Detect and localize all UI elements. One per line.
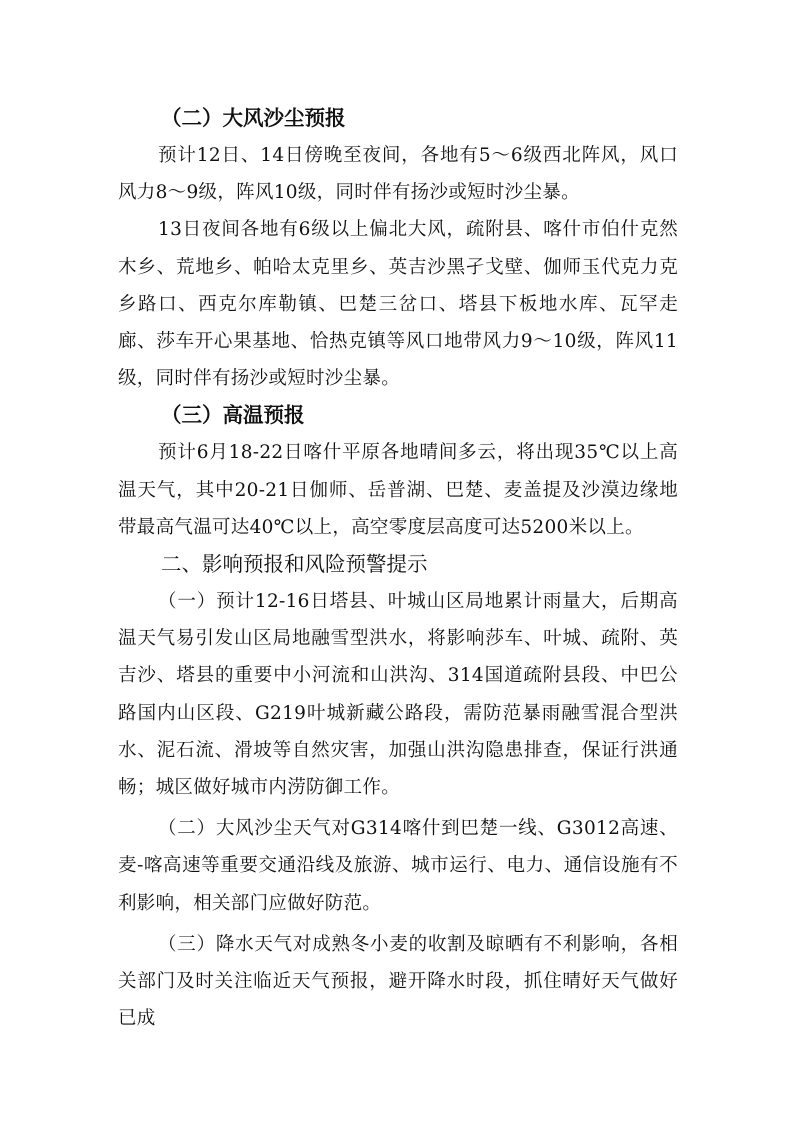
paragraph-wind-dust-forecast-2: 13日夜间各地有6级以上偏北大风，疏附县、喀什市伯什克然木乡、荒地乡、帕哈太克里乡、英吉沙黑孑戈壁、伽师玉代克力克乡路口、西克尔库勒镇、巴楚三岔口、塔县下板地水库、瓦罕走廊、莎车开心果基地、恰热克镇等风口地带风力9～10级，阵风11级，同时伴有扬沙或短时沙尘暴。 xyxy=(118,219,678,390)
paragraph-impact-2: （二）大风沙尘天气对G314喀什到巴楚一线、G3012高速、麦-喀高速等重要交通沿线及旅游、城市运行、电力、通信设施有不利影响，相关部门应做好防范。 xyxy=(118,818,678,914)
paragraph-high-temp-forecast: 预计6月18-22日喀什平原各地晴间多云，将出现35℃以上高温天气，其中20-21日伽师、岳普湖、巴楚、麦盖提及沙漠边缘地带最高气温可达40℃以上，高空零度层高度可达5200米以上。 xyxy=(118,442,678,538)
document-page xyxy=(118,100,678,1037)
section-heading-impact: 二、影响预报和风险预警提示 xyxy=(161,552,428,577)
section-heading-wind-dust: （二）大风沙尘预报 xyxy=(161,106,346,130)
paragraph-impact-1: （一）预计12-16日塔县、叶城山区局地累计雨量大，后期高温天气易引发山区局地融雪型洪水，将影响莎车、叶城、疏附、英吉沙、塔县的重要中小河流和山洪沟、314国道疏附县段、中巴公路国内山区段、G219叶城新藏公路段，需防范暴雨融雪混合型洪水、泥石流、滑坡等自然灾害，加强山洪沟隐患排查，保证行洪通畅；城区做好城市内涝防御工作。 xyxy=(118,591,678,799)
paragraph-impact-3: （三）降水天气对成熟冬小麦的收割及晾晒有不利影响，各相关部门及时关注临近天气预报，避开降水时段，抓住晴好天气做好已成 xyxy=(118,933,678,1030)
section-heading-high-temp: （三）高温预报 xyxy=(161,403,305,428)
paragraph-wind-dust-forecast-1: 预计12日、14日傍晚至夜间，各地有5～6级西北阵风，风口风力8～9级，阵风10级，同时伴有扬沙或短时沙尘暴。 xyxy=(118,145,678,204)
